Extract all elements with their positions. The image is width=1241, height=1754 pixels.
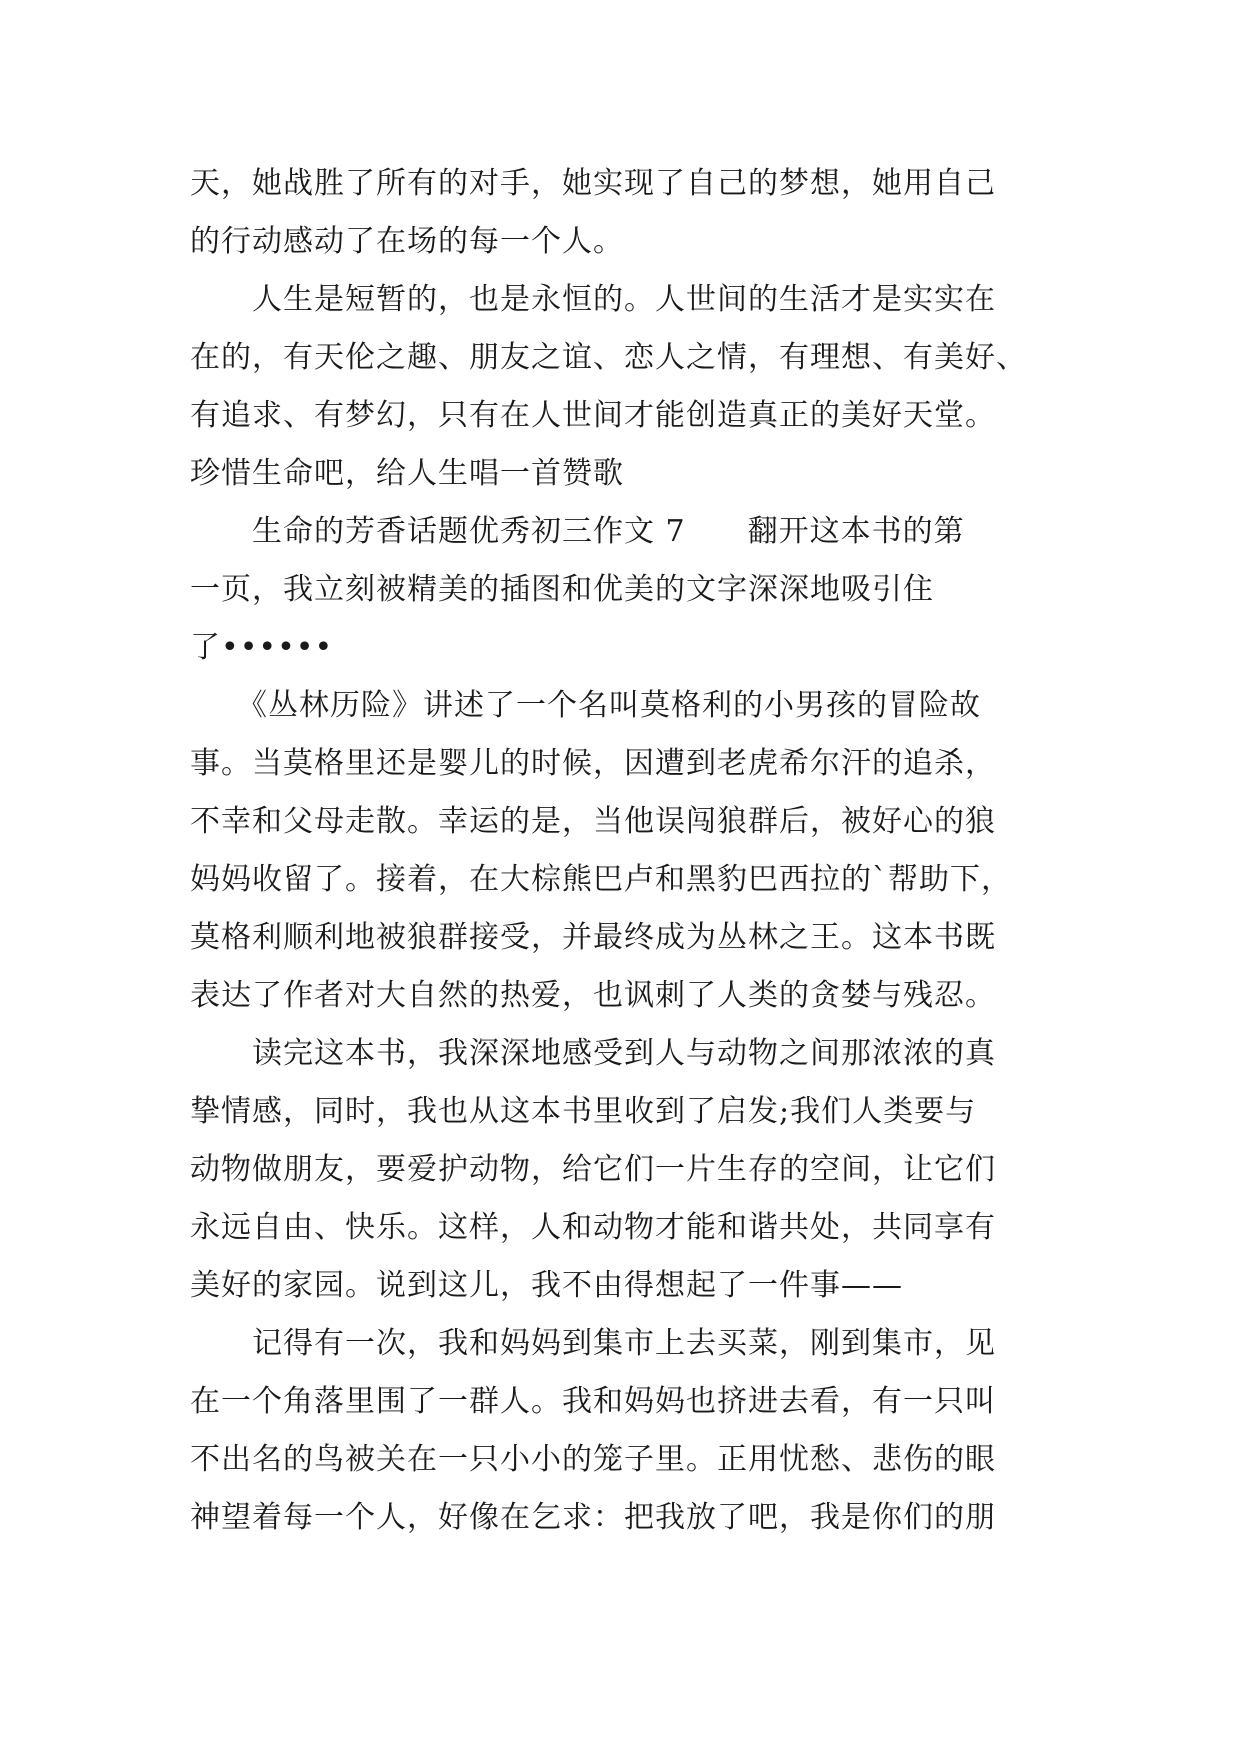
text-line: 表达了作者对大自然的热爱，也讽刺了人类的贪婪与残忍。 xyxy=(190,978,996,1013)
text-line: 珍惜生命吧，给人生唱一首赞歌 xyxy=(190,456,624,491)
text-line: 了•••••• xyxy=(190,630,334,665)
text-line: 记得有一次，我和妈妈到集市上去买菜，刚到集市，见 xyxy=(190,1326,996,1361)
text-line: 事。当莫格里还是婴儿的时候，因遭到老虎希尔汗的追杀， xyxy=(190,746,996,781)
text-line: 永远自由、快乐。这样，人和动物才能和谐共处，共同享有 xyxy=(190,1210,996,1245)
text-line: 在一个角落里围了一群人。我和妈妈也挤进去看，有一只叫 xyxy=(190,1384,996,1419)
text-line: 动物做朋友，要爱护动物，给它们一片生存的空间，让它们 xyxy=(190,1152,996,1187)
body-text xyxy=(190,155,1070,1547)
text-line: 有追求、有梦幻，只有在人世间才能创造真正的美好天堂。 xyxy=(190,398,996,433)
text-line: 一页，我立刻被精美的插图和优美的文字深深地吸引住 xyxy=(190,572,934,607)
text-line: 天，她战胜了所有的对手，她实现了自己的梦想，她用自己 xyxy=(190,166,996,201)
text-line: 《丛林历险》讲述了一个名叫莫格利的小男孩的冒险故 xyxy=(190,688,981,723)
text-line: 生命的芳香话题优秀初三作文 7 翻开这本书的第 xyxy=(190,514,965,549)
text-line: 挚情感，同时，我也从这本书里收到了启发;我们人类要与 xyxy=(190,1094,977,1129)
text-line: 莫格利顺利地被狼群接受，并最终成为丛林之王。这本书既 xyxy=(190,920,996,955)
text-line: 美好的家园。说到这儿，我不由得想起了一件事—— xyxy=(190,1268,903,1303)
text-line: 人生是短暂的，也是永恒的。人世间的生活才是实实在 xyxy=(190,282,996,317)
text-line: 妈妈收留了。接着，在大棕熊巴卢和黑豹巴西拉的`帮助下， xyxy=(190,862,1012,897)
text-line: 不幸和父母走散。幸运的是，当他误闯狼群后，被好心的狼 xyxy=(190,804,996,839)
text-line: 神望着每一个人，好像在乞求：把我放了吧，我是你们的朋 xyxy=(190,1500,996,1535)
text-line: 在的，有天伦之趣、朋友之谊、恋人之情，有理想、有美好、 xyxy=(190,340,1027,375)
text-line: 不出名的鸟被关在一只小小的笼子里。正用忧愁、悲伤的眼 xyxy=(190,1442,996,1477)
text-line: 的行动感动了在场的每一个人。 xyxy=(190,224,624,259)
text-line: 读完这本书，我深深地感受到人与动物之间那浓浓的真 xyxy=(190,1036,996,1071)
